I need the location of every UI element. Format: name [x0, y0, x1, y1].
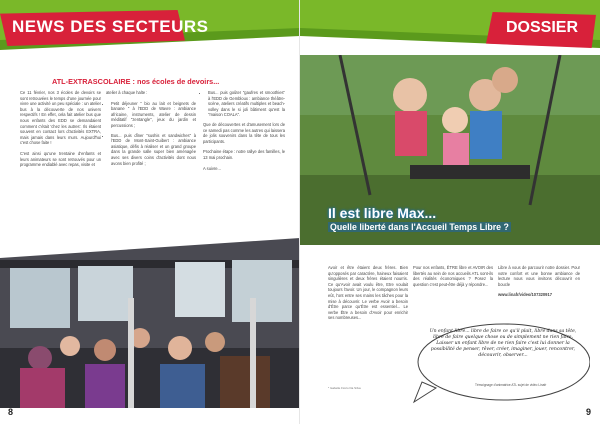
section-title: DOSSIER	[506, 19, 579, 36]
paragraph: atelier à chaque halte :	[106, 90, 148, 95]
right-page	[300, 0, 600, 424]
page-number: 8	[8, 407, 14, 417]
paragraph: Que de découvertes et d'amusement lors de ce samedi pas comme les autres qui laissera de jolis souvenirs dans la tête de tous les participants.	[203, 121, 285, 144]
list-item: • Bus... puis dîner "sushis et sandwiches" à l'EDD de Mont-Saint-Guibert : ambiance asiatique, défis à réaliser et un grand groupe dans la grande salle super bien aménagée avec ses divers coins d'activités dont nous avons bien profité ;	[111, 133, 196, 167]
article-title: ATL-EXTRASCOLAIRE : nos écoles de devoirs...	[52, 77, 220, 86]
paragraph: Avoir et être étaient deux frères. Bien qu'opposés par caractère, haineux faisaient singulières et deux frères étaient nourris. Ce qu'Avoir avait voulu être, Etre voulait toujours l'avoir. Un jour, le compagnon leurs eût, l'ont entre ses mains les tâches pour la mise à découvrir. Le verbe Avoir a besoin d'Être parce qu'Être est essentiel... Le verbe Être a besoin d'Avoir pour enrichir ses nombreuses...	[328, 265, 408, 321]
text-column-2	[106, 90, 196, 170]
video-link[interactable]: www.linafr/video/107320917	[498, 292, 553, 298]
list-item: • Bus... puis goûter "gaufres et smoothies" à l'EDD de Gembloux : ambiance théâtre-scène, ateliers créatifs multiples et beach-volley dans le si joli bâtiment qu'est la "maison COALA".	[208, 90, 285, 118]
text-column-2	[413, 265, 493, 292]
paragraph: C'est ainsi qu'une trentaine d'enfants et leurs animateurs se sont retrouvés pour un programme endiablé avec repas, visite et	[20, 150, 101, 168]
page-number: 9	[586, 407, 592, 417]
section-title: NEWS DES SECTEURS	[12, 17, 209, 36]
bus-children-photo	[0, 238, 300, 408]
paragraph: Ce 11 février, nos 3 écoles de devoirs se sont retrouvées le temps d'une journée pour vivre une activité un peu spéciale : un atelier bus à la découverte de nos univers respectifs ! En effet, cela fait atelier bus que nous enfants des EDD se demandaient comment c'était 'chez les autres'. Ils étaient souvent en contact lors d'activités EXTRA, mais jamais dans leurs murs. Aujourd'hui c'est chose faite !	[20, 90, 101, 146]
dossier-subtitle: Quelle liberté dans l'Accueil Temps Libre ?	[330, 222, 509, 232]
quote-text: Un enfant libre... libre de faire ce qu'il plait, libre dans sa tête, libre de faire quelque chose ou de simplement ne rien faire. Laisser un enfant libre de ne rien faire c'est lui donner la possibilité de penser, rêver, créer, imaginer, jouer, rencontrer, découvrir, observer...	[429, 329, 577, 358]
text-column-1	[20, 90, 101, 173]
text-column-1	[328, 265, 408, 326]
paragraph: A suivre...	[203, 165, 221, 171]
paragraph: Pour nos enfants, ÊTRE libre et AVOIR des libertés au sein de nos accueils ATL sont-ils des réalités économiques ? Posez la question c'est peut-être déjà y répondre...	[413, 265, 493, 287]
list-item: • Petit déjeuner " bio au lait et beignets de banane " à l'EDD de Wavre : ambiance africaine, instruments, atelier de dessin méditatif "zentangle", jeux du jardin et percussions ;	[111, 101, 196, 129]
halte-list-continued	[203, 90, 285, 118]
paragraph: Prochaine étape : notre rallye des familles, le 13 mai prochain.	[203, 149, 285, 160]
dossier-title: Il est libre Max...	[328, 205, 437, 221]
text-column-3	[498, 265, 580, 303]
footnote: * Isabelle Fiorio Da Silva	[328, 386, 361, 390]
paragraph: Libre à vous de parcourir notre dossier. Pour votre confort et une bonne ambiance de lecture nous vous invitons découvrir en boucle	[498, 265, 580, 287]
text-column-3	[203, 90, 285, 176]
quote-signature: Témoignage d'animatrice ATL sujet de vidéo Linafr	[475, 383, 547, 387]
halte-list	[106, 101, 196, 167]
